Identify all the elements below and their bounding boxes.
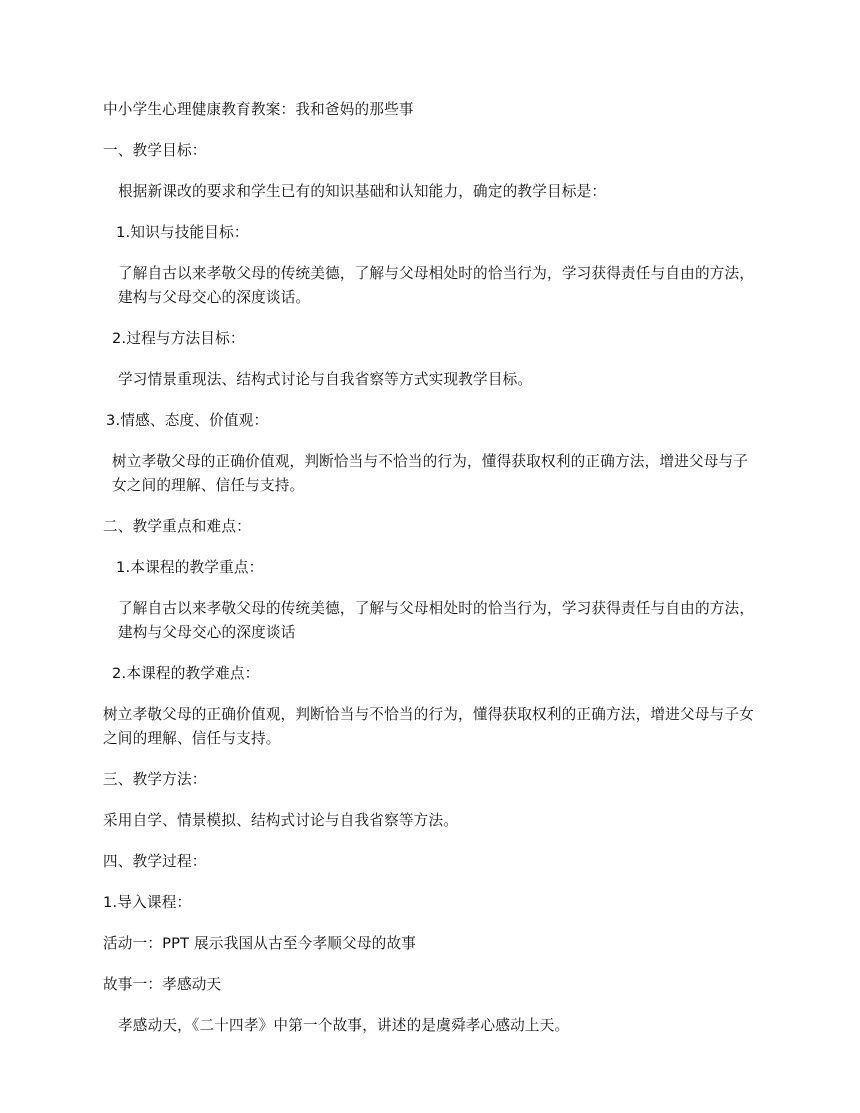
subheading-key-point: 1.本课程的教学重点： <box>116 559 264 576</box>
knowledge-skills-text: 了解自古以来孝敬父母的传统美德，了解与父母相处时的恰当行为，学习获得责任与自由的方法，建构与父母交心的深度谈话。 <box>118 265 755 306</box>
activity-one: 活动一：PPT 展示我国从古至今孝顺父母的故事 <box>103 935 417 952</box>
section-heading-key-points: 二、教学重点和难点： <box>103 518 251 535</box>
emotion-values-text: 树立孝敬父母的正确价值观，判断恰当与不恰当的行为，懂得获取权利的正确方法，增进父母与子女之间的理解、信任与支持。 <box>112 453 749 494</box>
subheading-process-method: 2.过程与方法目标： <box>112 330 245 347</box>
subheading-emotion-values: 3.情感、态度、价值观： <box>106 412 269 429</box>
methods-text: 采用自学、情景模拟、结构式讨论与自我省察等方法。 <box>103 812 459 829</box>
section-heading-process: 四、教学过程： <box>103 853 207 870</box>
document-body <box>103 98 758 1055</box>
story-one-text: 孝感动天，《二十四孝》中第一个故事，讲述的是虞舜孝心感动上天。 <box>118 1017 570 1034</box>
objectives-intro: 根据新课改的要求和学生已有的知识基础和认知能力，确定的教学目标是： <box>118 183 607 200</box>
section-heading-objectives: 一、教学目标： <box>103 142 207 159</box>
process-method-text: 学习情景重现法、结构式讨论与自我省察等方式实现教学目标。 <box>118 371 533 388</box>
document-title: 中小学生心理健康教育教案：我和爸妈的那些事 <box>103 101 414 118</box>
subheading-difficulty: 2.本课程的教学难点： <box>112 665 260 682</box>
subheading-knowledge-skills: 1.知识与技能目标： <box>116 224 249 241</box>
subheading-intro-course: 1.导入课程： <box>103 894 192 911</box>
story-one-title: 故事一：孝感动天 <box>103 976 222 993</box>
difficulty-text: 树立孝敬父母的正确价值观，判断恰当与不恰当的行为，懂得获取权利的正确方法，增进父母与子女之间的理解、信任与支持。 <box>103 706 754 747</box>
key-point-text: 了解自古以来孝敬父母的传统美德，了解与父母相处时的恰当行为，学习获得责任与自由的方法，建构与父母交心的深度谈话 <box>118 600 755 641</box>
section-heading-methods: 三、教学方法： <box>103 771 207 788</box>
